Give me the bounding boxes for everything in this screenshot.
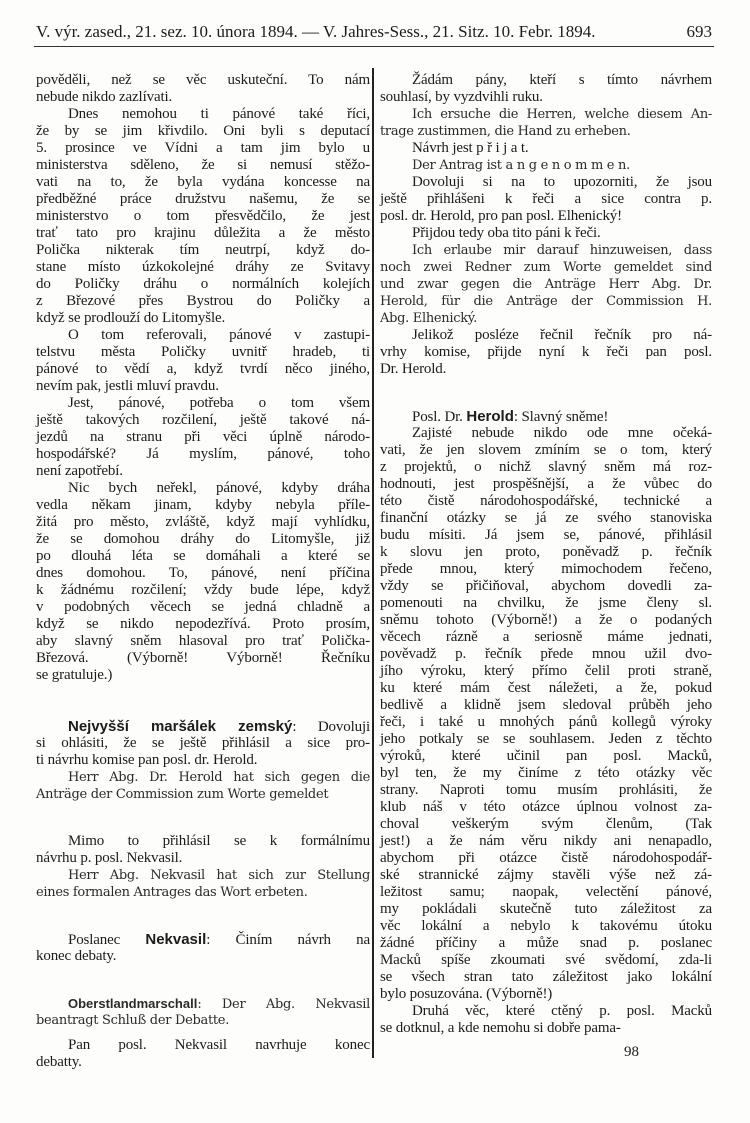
text-line: konec debaty. xyxy=(36,948,117,964)
text-line: této čistě národohospodářské, technické a xyxy=(380,493,712,509)
text-line: O tom referovali, pánové v zastupi- xyxy=(68,327,370,343)
running-header xyxy=(36,22,712,44)
text-line: souhlasí, by vyzdvihli ruku. xyxy=(380,89,543,105)
text-line: vždy se přičiňoval, abychom dovedli za- xyxy=(380,578,712,594)
paragraph xyxy=(36,106,370,327)
text-line: pánové to vědí a, když tvrdí něco jiného, xyxy=(36,361,370,377)
text-line: jezdů na stranu při věci úplně národo- xyxy=(36,429,370,445)
text-line: Dr. Herold. xyxy=(380,361,447,377)
text-line: my pokládali skutečně tuto záležitost za xyxy=(380,901,712,917)
text-line: ministerstva sděleno, že si nemusí stěžo- xyxy=(36,157,370,173)
column-divider xyxy=(372,68,374,1058)
text-line: Jelikož posléze řečnil řečník pro ná- xyxy=(412,327,712,343)
text-line: beantragt Schluß der Debatte. xyxy=(36,1013,230,1028)
paragraph xyxy=(380,174,712,225)
text-line: pověděli, než se věc uskuteční. To nám xyxy=(36,72,370,88)
text-line: žitá pro město, zvláště, když mají vyhlídku, xyxy=(36,514,370,530)
right-column xyxy=(380,72,712,1037)
german-paragraph xyxy=(36,769,370,803)
text-line: si ohlásiti, že se ještě přihlásil a sice pro- xyxy=(36,735,370,751)
text-line: nevím pak, jestli mluví pravdu. xyxy=(36,378,219,394)
text-line: se gratuluje.) xyxy=(36,667,113,683)
text-line: vrhy komise, přijde nyní k řeči pan posl. xyxy=(380,344,712,360)
text-line: Dovoluji si na to upozorniti, že jsou xyxy=(412,174,712,190)
paragraph xyxy=(380,72,712,106)
german-paragraph xyxy=(380,157,712,174)
speaker-name: Herold xyxy=(466,408,514,425)
text-line: přede mnou, který mimochodem řečeno, xyxy=(380,561,712,577)
text-line: 5. prosince ve Vídni a tam jim bylo u xyxy=(36,140,370,156)
text-line: byl ten, že my činíme z této otázky věc xyxy=(380,765,712,781)
text-line: věc lokální a nebylo k takovému útoku xyxy=(380,918,712,934)
speaker-text: : Dovoluji xyxy=(292,719,370,735)
header-rule xyxy=(34,46,714,47)
text-line: žádné příčiny a může snad p. poslanec xyxy=(380,935,712,951)
text-line: řeči, i také u mnohých pánů kollegů výroky xyxy=(380,714,712,730)
text-line: hodnouti, jest prospěšnější, a že vůbec do xyxy=(380,476,712,492)
text-line: noch zwei Redner zum Worte gemeldet sind xyxy=(380,260,712,275)
text-line: choval veškerým svým členům, (Tak xyxy=(380,816,712,832)
text-line: bylo posuzována. (Výborně!) xyxy=(380,986,553,1002)
text-line: ležitost samu; naopak, velectění pánové, xyxy=(380,884,712,900)
left-column xyxy=(36,72,370,1071)
text-line: und zwar gegen die Anträge Herr Abg. Dr. xyxy=(380,277,712,292)
text-line: výroků, které učinil pan posl. Macků, xyxy=(380,748,712,764)
text-line: po dlouhá léta se domáhali a které se xyxy=(36,548,370,564)
paragraph xyxy=(36,1037,370,1071)
speaker-name: Nekvasil xyxy=(145,931,207,948)
text-line: k žádnému rozčilení; vždy bude lépe, když xyxy=(36,582,370,598)
german-paragraph xyxy=(36,867,370,901)
text-line: když se prodlouží do Litomyšle. xyxy=(36,310,226,326)
paragraph xyxy=(36,718,370,769)
text-line: jího výroku, který přímo čelil proti straně, xyxy=(380,663,712,679)
text-line: v podobných věcech se jedná chladně a xyxy=(36,599,370,615)
text-line: ministerstvo o tom přesvědčilo, že jest xyxy=(36,208,370,224)
text-line: hospodářské? Já myslím, pánové, toho xyxy=(36,446,370,462)
text-line: trať tato pro krajinu důležita a že město xyxy=(36,225,370,241)
text-line: jeho potkaly se se souhlasem. Jeden z těchto xyxy=(380,731,712,747)
text-line: pomenouti na chvilku, že jsme členy sl. xyxy=(380,595,712,611)
speaker-line xyxy=(36,931,370,948)
text-line: pověvadž p. řečník přede mnou užil dvo- xyxy=(380,646,712,662)
text-line: do Poličky dráhu o normálních kolejích xyxy=(36,276,370,292)
paragraph xyxy=(380,425,712,1003)
text-line: Mimo to přihlásil se k formálnímu xyxy=(68,833,370,849)
paragraph xyxy=(36,72,370,106)
text-line: Druhá věc, které ctěný p. posl. Macků xyxy=(412,1003,712,1019)
text-line: eines formalen Antrages das Wort erbeten. xyxy=(36,885,308,900)
paragraph xyxy=(380,225,712,242)
text-line: vedla někam jinam, kdyby nebyla příle- xyxy=(36,497,370,513)
paragraph xyxy=(380,327,712,378)
text-line: Macků spíše zkoumati své svědomí, zda-li xyxy=(380,952,712,968)
text-line: vati, že jen slovem zmíním se o tom, který xyxy=(380,442,712,458)
text-line: jest!) a že nám věru nikdy ani nenapadlo, xyxy=(380,833,712,849)
text-line: ještě takových rozčilení, ještě takové ná- xyxy=(36,412,370,428)
text-line: klub náš v této otázce úplnou volnost za- xyxy=(380,799,712,815)
paragraph xyxy=(36,327,370,395)
text-line: Dnes nemohou ti pánové také říci, xyxy=(68,106,370,122)
text-line: Návrh jest p ř i j a t. xyxy=(412,140,529,156)
paragraph xyxy=(380,140,712,157)
text-line: ku které mám čest náležeti, a že, pokud xyxy=(380,680,712,696)
text-line: se dotknul, a kde nemohu si dobře pama- xyxy=(380,1020,621,1036)
text-line: se všech stran tato záležitost jako lokální xyxy=(380,969,712,985)
text-line: Březová. (Výborně! Výborně! Řečníku xyxy=(36,650,370,666)
text-line: není zapotřebí. xyxy=(36,463,123,479)
text-line: ské strannické zájmy stavěli výše než zá- xyxy=(380,867,712,883)
speaker-text: : Činím návrh na xyxy=(206,932,370,948)
text-line: Herr Abg. Dr. Herold hat sich gegen die xyxy=(68,770,370,785)
text-line: z projektů, o nichž slavný sněm má roz- xyxy=(380,459,712,475)
speaker-prefix: Posl. Dr. xyxy=(412,409,467,425)
text-line: aby slavný sněm hlasoval pro trať Polička- xyxy=(36,633,370,649)
text-line: Der Antrag ist a n g e n o m m e n. xyxy=(412,158,630,173)
speaker-name: Oberstlandmarschall xyxy=(68,996,198,1011)
text-line: finanční otázky se já ze svého stanoviska xyxy=(380,510,712,526)
header-title: V. výr. zased., 21. sez. 10. února 1894. — V. Jahres-Sess., 21. Sitz. 10. Febr. 1894. xyxy=(36,22,596,41)
text-line: návrhu p. posl. Nekvasil. xyxy=(36,850,183,866)
text-line: abychom při otázce čistě národohospodář- xyxy=(380,850,712,866)
text-line: Ich ersuche die Herren, welche diesem An- xyxy=(412,107,712,122)
text-line: věcech rázně a seriosně máme jednati, xyxy=(380,629,712,645)
paragraph xyxy=(36,931,370,965)
speaker-line xyxy=(36,718,370,735)
paragraph xyxy=(36,395,370,480)
text-line: vati na to, že byla vydána koncesse na xyxy=(36,174,370,190)
text-line: Jest, pánové, potřeba o tom všem xyxy=(68,395,370,411)
text-line: nebude nikdo zazlívati. xyxy=(36,89,173,105)
signature-mark: 98 xyxy=(624,1044,639,1060)
text-line: že se domohou dráhy do Litomyšle, již xyxy=(36,531,370,547)
speaker-name: Nejvyšší maršálek zemský xyxy=(68,718,293,735)
german-paragraph xyxy=(380,106,712,140)
speaker-text: : Slavný sněme! xyxy=(513,409,609,425)
text-line: že by se jim křivdilo. Oni byli s deputací xyxy=(36,123,370,139)
text-line: Herr Abg. Nekvasil hat sich zur Stellung xyxy=(68,868,370,883)
text-line: telstvu města Poličky uvnitř hradeb, ti xyxy=(36,344,370,360)
text-line: z Březové přes Bystrou do Poličky a xyxy=(36,293,370,309)
text-line: Pan posl. Nekvasil navrhuje konec xyxy=(68,1037,370,1053)
text-line: strany. Naproti tomu musím prohlásiti, že xyxy=(380,782,712,798)
text-line: Přijdou tedy oba tito páni k řeči. xyxy=(412,225,601,241)
text-line: Abg. Elhenický. xyxy=(380,311,477,326)
german-paragraph xyxy=(380,242,712,327)
speaker-line xyxy=(380,408,712,425)
paragraph xyxy=(36,480,370,684)
text-line: Herold, für die Anträge der Commission H. xyxy=(380,294,712,309)
speaker-prefix: Poslanec xyxy=(68,932,146,948)
text-line: trage zustimmen, die Hand zu erheben. xyxy=(380,124,631,139)
paragraph xyxy=(36,833,370,867)
paragraph xyxy=(380,1003,712,1037)
text-line: posl. dr. Herold, pro pan posl. Elhenický! xyxy=(380,208,622,224)
text-line: bedlivě a klidně jsem sledoval průběh jeho xyxy=(380,697,712,713)
text-line: k slovu jen proto, poněvadž p. řečník xyxy=(380,544,712,560)
text-line: sněmu tohoto (Výborně!) a že o podaných xyxy=(380,612,712,628)
text-line: Polička nikterak tím neutrpí, když do- xyxy=(36,242,370,258)
text-line: Ich erlaube mir darauf hinzuweisen, dass xyxy=(412,243,712,258)
text-line: Žádám pány, kteří s tímto návrhem xyxy=(412,72,712,88)
text-line: dnes domohou. To, pánové, není příčina xyxy=(36,565,370,581)
text-line: budu mísiti. Já jsem se, pánové, přihlásil xyxy=(380,527,712,543)
text-line: Anträge der Commission zum Worte gemeldet xyxy=(36,787,329,802)
text-line: ti návrhu komise pan posl. dr. Herold. xyxy=(36,752,258,768)
text-line: stane místo úzkokolejné dráhy ze Svitavy xyxy=(36,259,370,275)
text-line: když se nikdo nepodezřívá. Proto prosím, xyxy=(36,616,370,632)
page-number: 693 xyxy=(686,22,712,41)
text-line: předběžné práce družstvu našemu, že se xyxy=(36,191,370,207)
text-line: debatty. xyxy=(36,1054,82,1070)
paragraph xyxy=(380,408,712,425)
speaker-text: : Der Abg. Nekvasil xyxy=(197,997,370,1012)
text-line: Zajisté nebude nikdo ode mne očeká- xyxy=(412,425,712,441)
speaker-line xyxy=(36,995,370,1012)
text-line: Nic bych neřekl, pánové, kdyby dráha xyxy=(68,480,370,496)
text-line: ještě přihlášeni k řeči a sice contra p. xyxy=(380,191,712,207)
german-paragraph xyxy=(36,995,370,1029)
